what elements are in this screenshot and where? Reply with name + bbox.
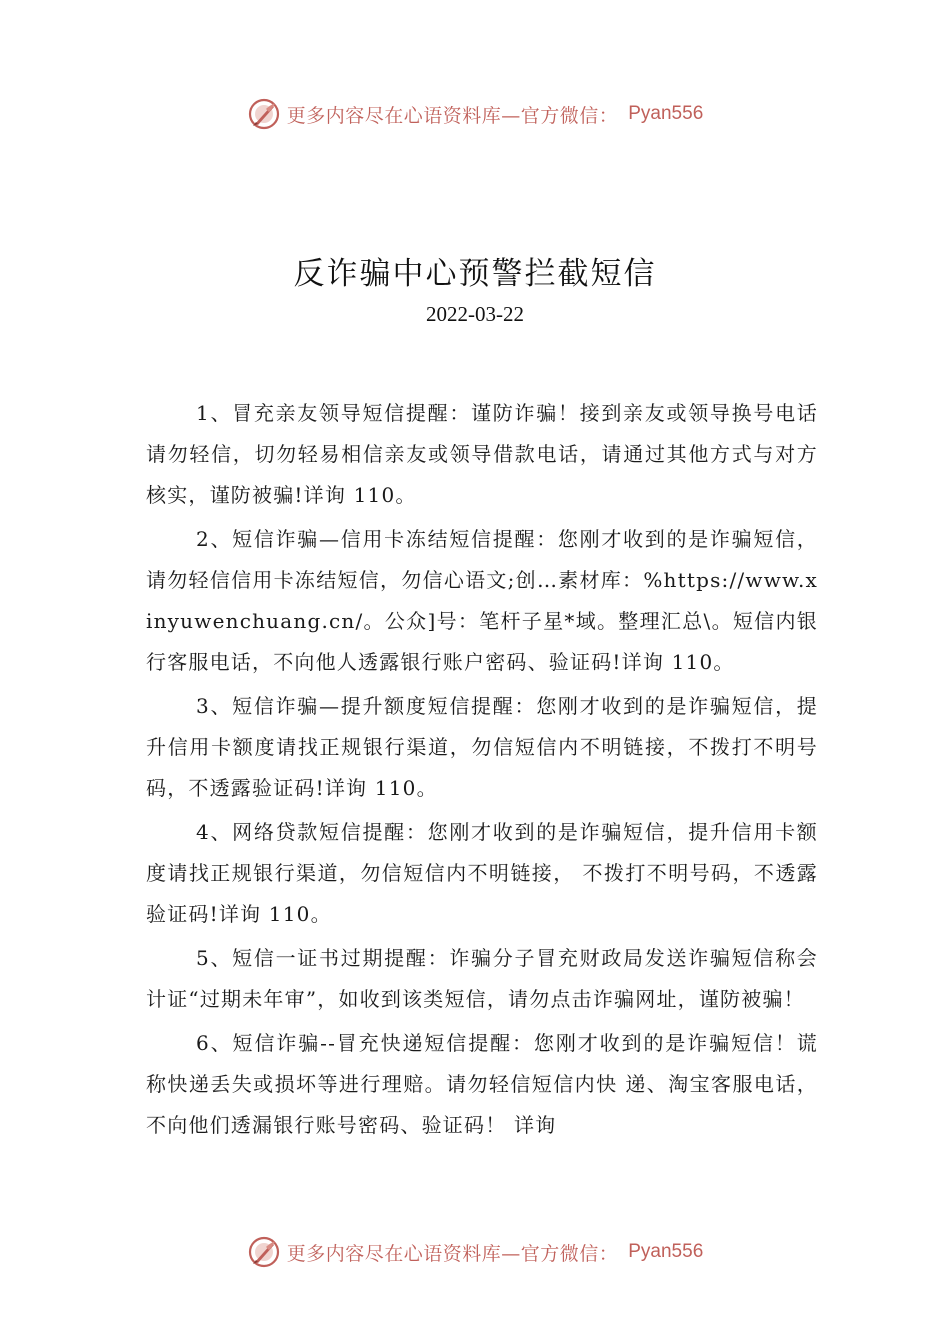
watermark-wechat-id: Pyan556	[628, 103, 704, 124]
paragraph-1: 1、冒充亲友领导短信提醒：谨防诈骗！接到亲友或领导换号电话请勿轻信，切勿轻易相信亲友或领导借款电话，请通过其他方式与对方核实，谨防被骗!详询 110。	[146, 401, 818, 507]
footer-watermark-banner	[0, 1235, 950, 1269]
header-watermark-banner	[0, 97, 950, 131]
document-body	[146, 393, 818, 1149]
paragraph-3: 3、短信诈骗—提升额度短信提醒：您刚才收到的是诈骗短信，提升信用卡额度请找正规银行渠道，勿信短信内不明链接，不拨打不明号码，不透露验证码!详询 110。	[146, 694, 818, 800]
paragraph-4: 4、网络贷款短信提醒：您刚才收到的是诈骗短信，提升信用卡额度请找正规银行渠道，勿信短信内不明链接， 不拨打不明号码，不透露验证码!详询 110。	[146, 820, 818, 926]
paragraph-2: 2、短信诈骗—信用卡冻结短信提醒：您刚才收到的是诈骗短信，请勿轻信信用卡冻结短信，勿信心语文;创…素材库：%https://www.xinyuwenchuang.cn/。公众]号：笔杆子星*域。整理汇总\。短信内银行客服电话，不向他人透露银行账户密码、验证码!详询 110。	[146, 527, 818, 674]
quill-pen-icon	[247, 97, 281, 131]
quill-pen-icon	[247, 1235, 281, 1269]
document-title: 反诈骗中心预警拦截短信	[293, 256, 657, 292]
watermark-text: 更多内容尽在心语资料库—官方微信：	[286, 104, 619, 127]
watermark-wechat-id: Pyan556	[628, 1241, 704, 1262]
document-date: 2022-03-22	[426, 302, 524, 326]
paragraph-6: 6、短信诈骗--冒充快递短信提醒：您刚才收到的是诈骗短信！谎称快递丢失或损坏等进行理赔。请勿轻信短信内快 递、淘宝客服电话，不向他们透漏银行账号密码、验证码！ 详询	[146, 1031, 818, 1137]
paragraph-5: 5、短信一证书过期提醒：诈骗分子冒充财政局发送诈骗短信称会计证“过期未年审”，如收到该类短信，请勿点击诈骗网址，谨防被骗！	[146, 946, 818, 1011]
watermark-text: 更多内容尽在心语资料库—官方微信：	[286, 1242, 619, 1265]
